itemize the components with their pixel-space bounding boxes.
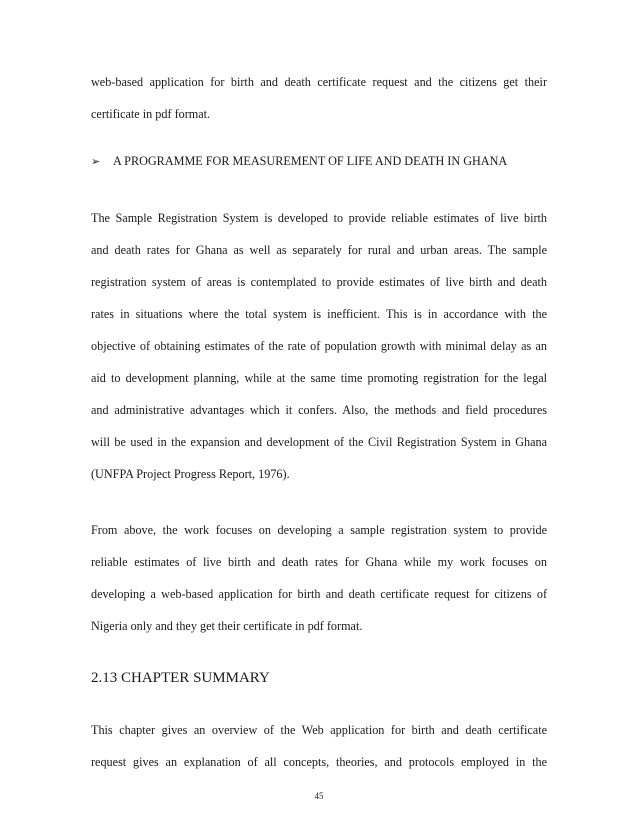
paragraph-srs-line: aid to development planning, while at the same time promoting registration for the legal <box>91 371 547 385</box>
paragraph-srs-line: will be used in the expansion and development of the Civil Registration System in Ghana <box>91 435 547 449</box>
section-heading: 2.13 CHAPTER SUMMARY <box>91 670 270 686</box>
bullet-text: A PROGRAMME FOR MEASUREMENT OF LIFE AND DEATH IN GHANA <box>113 154 508 168</box>
arrowhead-bullet-icon: ➢ <box>91 155 101 168</box>
paragraph-intro-line: certificate in pdf format. <box>91 107 211 121</box>
paragraph-summary-line: This chapter gives an overview of the Web application for birth and death certificate <box>91 723 547 737</box>
paragraph-srs-line: (UNFPA Project Progress Report, 1976). <box>91 467 290 481</box>
paragraph-summary-line: request gives an explanation of all concepts, theories, and protocols employed in the <box>91 755 547 769</box>
paragraph-comparison-line: reliable estimates of live birth and death rates for Ghana while my work focuses on <box>91 555 547 569</box>
paragraph-comparison-line: developing a web-based application for birth and death certificate request for citizens of <box>91 587 547 601</box>
paragraph-srs-line: and administrative advantages which it confers. Also, the methods and field procedures <box>91 403 547 417</box>
paragraph-comparison-line: From above, the work focuses on developing a sample registration system to provide <box>91 523 547 537</box>
paragraph-intro-line: web-based application for birth and death certificate request and the citizens get their <box>91 75 547 89</box>
paragraph-srs-line: rates in situations where the total system is inefficient. This is in accordance with the <box>91 307 547 321</box>
page-number: 45 <box>314 791 324 801</box>
bullet-item <box>91 153 547 170</box>
paragraph-comparison-line: Nigeria only and they get their certificate in pdf format. <box>91 619 363 633</box>
paragraph-srs-line: registration system of areas is contemplated to provide estimates of live birth and death <box>91 275 547 289</box>
paragraph-srs-line: objective of obtaining estimates of the rate of population growth with minimal delay as an <box>91 339 547 353</box>
paragraph-srs-line: The Sample Registration System is developed to provide reliable estimates of live birth <box>91 211 547 225</box>
paragraph-srs-line: and death rates for Ghana as well as separately for rural and urban areas. The sample <box>91 243 547 257</box>
